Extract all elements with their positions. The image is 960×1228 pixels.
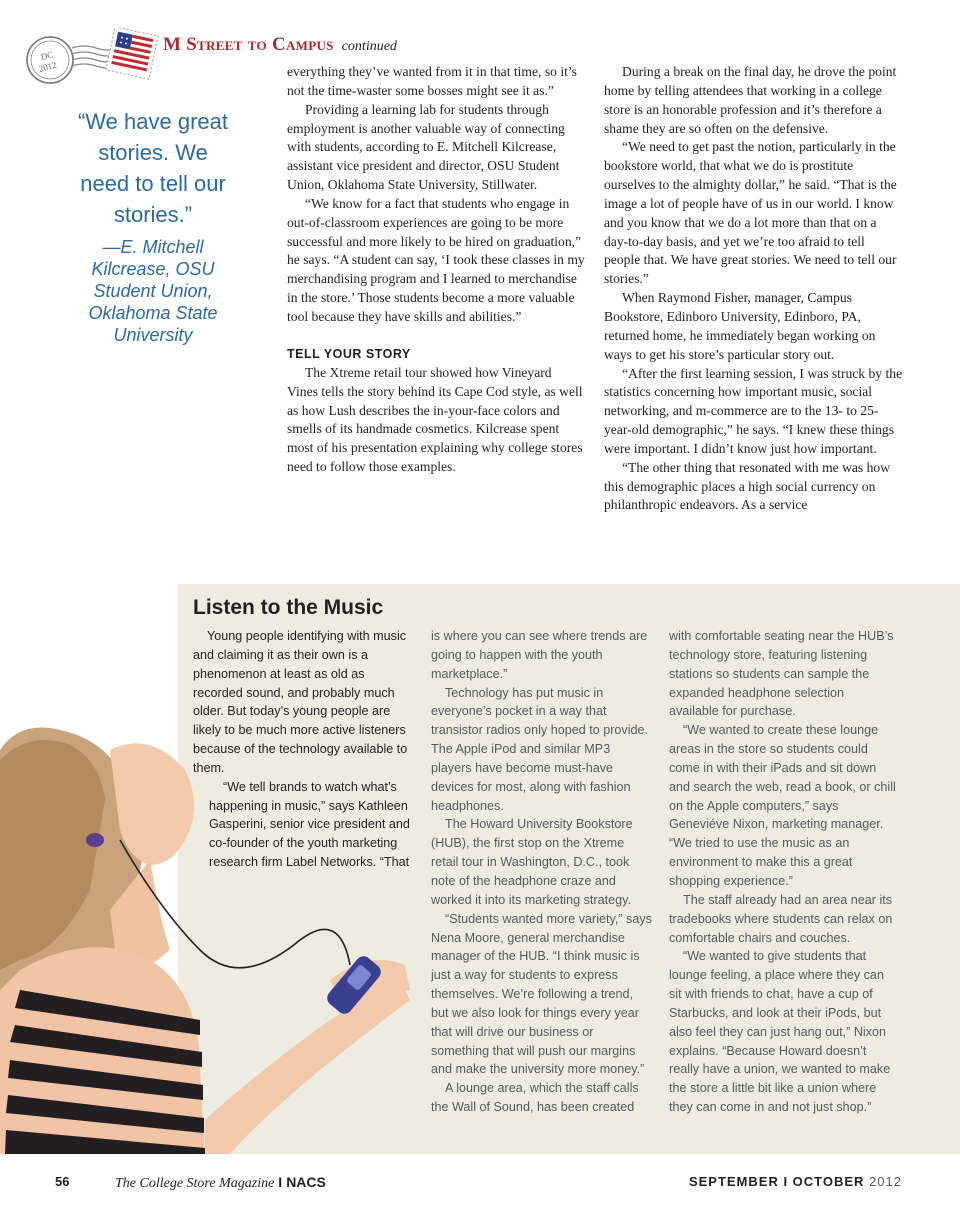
sidebar-paragraph: is where you can see where trends are going to happen with the youth marketplace.” [431,629,648,681]
issue-date [689,1174,902,1189]
page-number: 56 [55,1174,70,1189]
sidebar-column-3 [669,627,897,1117]
magazine-title: The College Store Magazine [115,1176,275,1191]
page-footer [0,1174,960,1194]
pull-quote-text: “We have great stories. We need to tell our stories.” [77,109,228,227]
section-header [163,34,397,56]
section-title: M Street to Campus [163,34,334,55]
sidebar-paragraph: “We wanted to create these lounge areas in the store so students could come in with their iPads and sit down and search the web, read a book, or chill on the Apple computers,” says Geneviéve Nixon, marketing manager. “We tried to use the music as an environment to make this a great shopping experience.” [669,723,896,888]
sidebar-paragraph: The staff already had an area near its tradebooks where students can relax on comfortable chairs and couches. [669,892,893,945]
article-paragraph: Providing a learning lab for students through employment is another valuable way of connecting with students, according to E. Mitchell Kilcrease, assistant vice president and director, OSU Student Union, Oklahoma State University, Stillwater. [287,101,565,193]
continued-label: continued [341,39,397,54]
sidebar-paragraph: “We tell brands to watch what’s happening in music,” says Kathleen Gasperini, senior vice president and co-founder of the youth marketing research firm Label Networks. “That [209,779,410,870]
article-column-1 [287,63,585,477]
footer-separator: I [278,1174,283,1190]
sidebar-paragraph: with comfortable seating near the HUB’s technology store, featuring listening stations so students can sample the expanded headphone selection available for purchase. [669,629,894,719]
article-paragraph: “After the first learning session, I was struck by the statistics concerning how important music, social networking, and m-commerce are to the 13- to 25-year-old demographic,” he says. “I knew these things were important. I didn’t know just how important. [604,365,903,456]
postmark-stamp-icon [24,28,159,86]
article-paragraph: everything they’ve wanted from it in that time, so it’s not the time-waster some bosses might see it as.” [287,64,577,98]
issue-months: SEPTEMBER I OCTOBER [688,1174,865,1189]
sidebar-title: Listen to the Music [193,596,384,619]
article-paragraph: When Raymond Fisher, manager, Campus Bookstore, Edinboro University, Edinboro, PA, returned home, he immediately began working on ways to get his store’s particular story out. [604,290,876,362]
sidebar-paragraph: Young people identifying with music and claiming it as their own is a phenomenon at least as old as recorded sound, and probably much older. But today’s young people are likely to be much more active listeners because of the technology available to them. [193,629,408,775]
issue-year: 2012 [869,1174,902,1189]
article-column-2 [604,63,904,515]
magazine-name [115,1174,326,1192]
subhead: TELL YOUR STORY [287,346,411,361]
sidebar-paragraph: Technology has put music in everyone’s pocket in a way that transistor radios only hoped to provide. The Apple iPod and similar MP3 players have become must-have devices for most, along with fashion headphones. [431,685,649,813]
article-paragraph: “The other thing that resonated with me was how this demographic places a high social currency on philanthropic endeavors. As a service [604,459,891,513]
pull-quote-attribution: —E. Mitchell Kilcrease, OSU Student Union, Oklahoma State University [88,237,218,345]
article-paragraph: “We need to get past the notion, particularly in the bookstore world, that what we do is prostitute ourselves to the almighty dollar,” he said. “That is the image a lot of people have of us in our world. I know and you know that we do a lot more than that on a day-to-day basis, and yet we’re too afraid to tell people that. We have great stories. We need to tell our stories.” [604,139,897,287]
sidebar-paragraph: The Howard University Bookstore (HUB), the first stop on the Xtreme retail tour in Washington, D.C., took note of the headphone craze and worked it into its marketing strategy. [431,817,633,907]
sidebar-paragraph: “We wanted to give students that lounge feeling, a place where they can sit with friends to chat, have a cup of Starbucks, and look at their iPods, but also feel they can just hang out,” Nixon explains. “Because Howard doesn’t really have a union, we wanted to make the store a little bit like a union where they can come in and not just shop.” [669,949,891,1115]
stamp-text-1: DC [39,49,55,63]
pull-quote [72,106,234,346]
sidebar-paragraph: “Students wanted more variety,” says Nena Moore, general merchandise manager of the HUB. “I think music is just a way for students to express themselves. We’re following a trend, but we also look for things every year that will drive our business or something that will push our margins and make the university more money.” [431,911,652,1077]
sidebar-column-1 [193,627,413,872]
org-name: NACS [286,1174,326,1190]
article-paragraph: The Xtreme retail tour showed how Vineyard Vines tells the story behind its Cape Cod style, as well as how Lush describes the in-your-face colors and smells of its handmade cosmetics. Kilcrease spent most of his presentation explaining why college stores need to follow those examples. [287,364,583,475]
article-paragraph: “We know for a fact that students who engage in out-of-classroom experiences are going to be more successful and more likely to be hired on graduation,” he says. “A student can say, ‘I took these classes in my merchandising program and I learned to merchandise in the store.’ Those students become a more valuable tool because they have skills and abilities.” [287,195,585,324]
article-paragraph: During a break on the final day, he drove the point home by telling attendees that working in a college store is an honorable profession and it’s therefore a shame they are so often on the defensive. [604,64,897,136]
sidebar-paragraph: A lounge area, which the staff calls the Wall of Sound, has been created [431,1081,639,1115]
sidebar-column-2 [431,627,653,1117]
stamp-text-2: 2012 [37,59,58,74]
